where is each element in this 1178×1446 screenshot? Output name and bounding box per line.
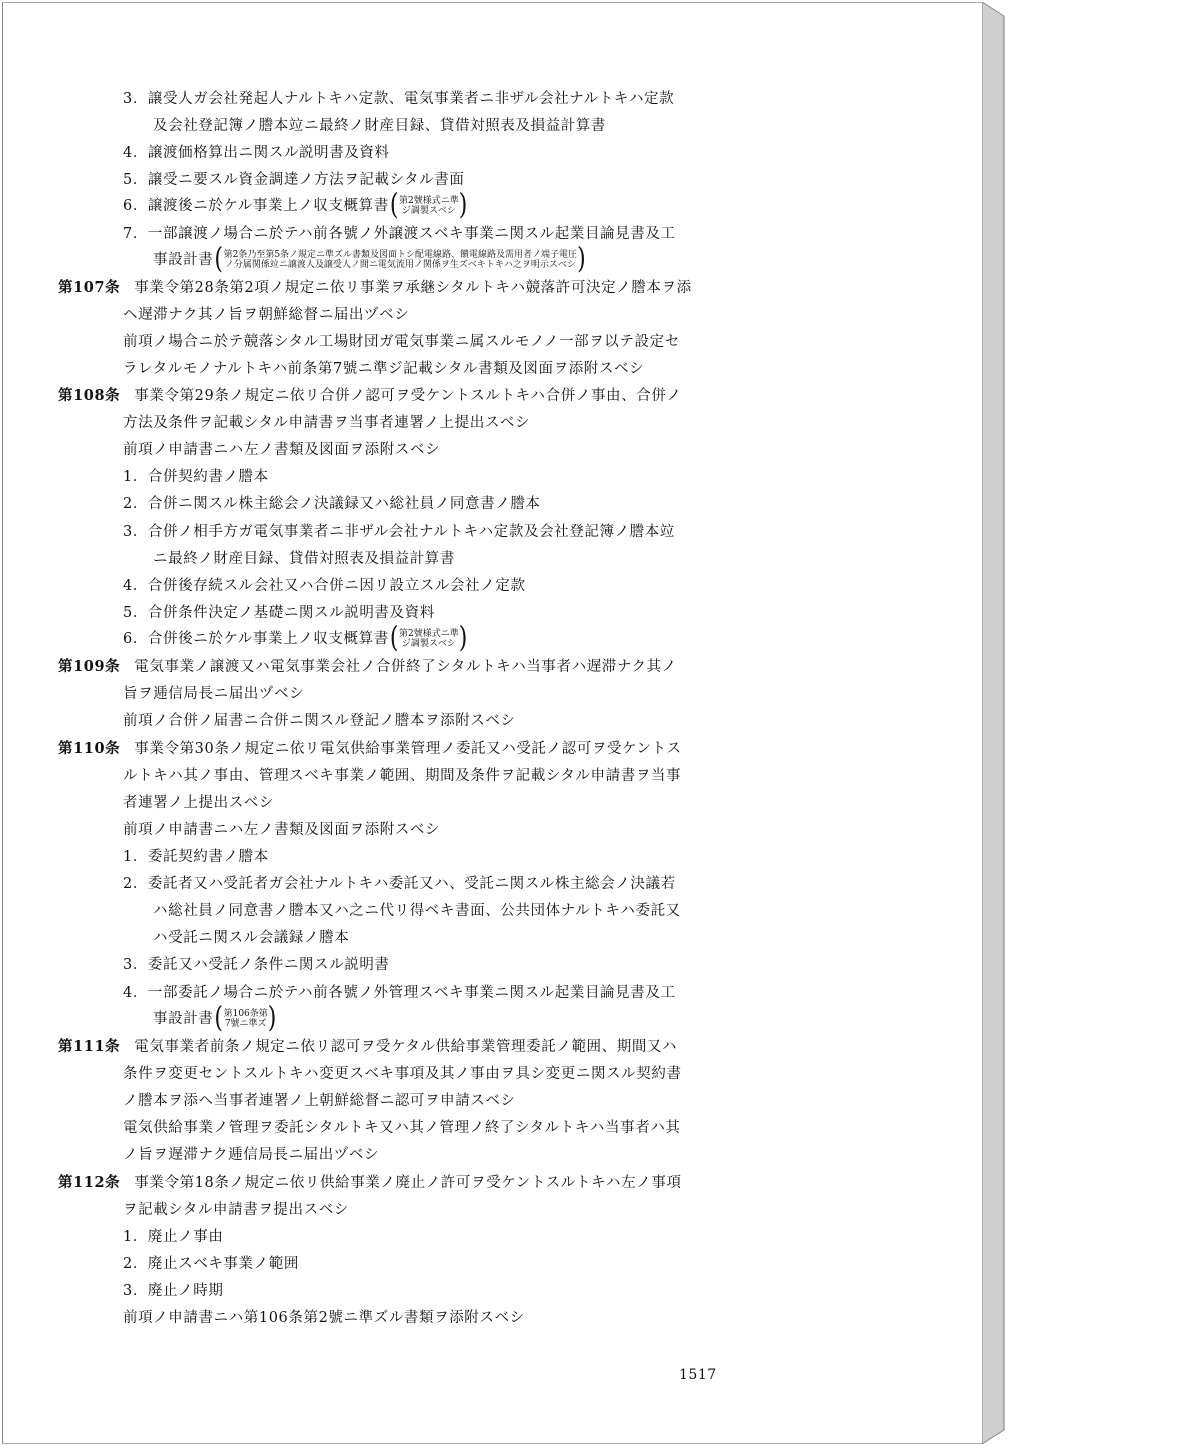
inline-note: ( 第2號様式ニ準 ジ調製スベシ ) xyxy=(389,622,468,655)
line-text: 前項ノ申請書ニハ第106条第2號ニ準ズル書類ヲ添附スベシ xyxy=(123,1310,525,1326)
line-text: ノ旨ヲ遅滞ナク逓信局長ニ届出ヅベシ xyxy=(123,1147,380,1163)
line-text: 2．委託者又ハ受託者ガ会社ナルトキハ委託又ハ、受託ニ関スル株主総会ノ決議若 xyxy=(123,876,676,892)
text-line xyxy=(123,1091,516,1111)
text-line xyxy=(123,143,390,163)
text-line xyxy=(123,684,304,704)
text-line xyxy=(123,1145,379,1165)
text-line xyxy=(123,494,541,514)
text-line xyxy=(123,1281,223,1301)
text-line xyxy=(123,576,525,596)
note-line: 第2號様式ニ準 xyxy=(399,629,459,639)
article-number: 第110条 xyxy=(58,740,121,757)
line-text: ハ総社員ノ同意書ノ謄本又ハ之ニ代リ得ベキ書面、公共団体ナルトキハ委託又 xyxy=(153,903,681,919)
text-line xyxy=(123,359,644,379)
line-text: ヲ記載シタル申請書ヲ提出スベシ xyxy=(123,1202,349,1218)
line-text: 事業令第18条ノ規定ニ依リ供給事業ノ廃止ノ許可ヲ受ケントスルトキハ左ノ事項 xyxy=(134,1175,682,1191)
line-text: 前項ノ申請書ニハ左ノ書類及図面ヲ添附スベシ xyxy=(123,442,441,458)
text-line xyxy=(123,332,680,352)
line-text: 3．委託又ハ受託ノ条件ニ関スル説明書 xyxy=(123,957,390,973)
line-text: 前項ノ合併ノ届書ニ合併ニ関スル登記ノ謄本ヲ添附スベシ xyxy=(123,713,516,729)
line-text: 事業令第29条ノ規定ニ依リ合併ノ認可ヲ受ケントスルトキハ合併ノ事由、合併ノ xyxy=(134,388,682,404)
line-text: 方法及条件ヲ記載シタル申請書ヲ当事者連署ノ上提出スベシ xyxy=(123,415,531,431)
note-line: 7號ニ準ズ xyxy=(224,1019,267,1029)
line-text: 事設計書 xyxy=(153,252,214,268)
line-text: ノ謄本ヲ添ヘ当事者連署ノ上朝鮮総督ニ認可ヲ申請スベシ xyxy=(123,1093,516,1109)
line-text: 1．委託契約書ノ謄本 xyxy=(123,849,269,865)
line-text: 4．合併後存続スル会社又ハ合併ニ因リ設立スル会社ノ定款 xyxy=(123,578,526,594)
line-text: 2．合併ニ関スル株主総会ノ決議録又ハ総社員ノ同意書ノ謄本 xyxy=(123,496,541,512)
line-text: 4．譲渡価格算出ニ関スル説明書及資料 xyxy=(123,145,390,161)
inline-note: ( 第106条第 7號ニ準ズ ) xyxy=(214,1002,277,1035)
page-stack-edge xyxy=(982,2,1012,1444)
text-line xyxy=(123,1227,223,1247)
note-line: 第106条第 xyxy=(223,1009,268,1019)
line-text: 前項ノ場合ニ於テ競落シタル工場財団ガ電気事業ニ属スルモノノ一部ヲ以テ設定セ xyxy=(123,334,680,350)
line-text: 1．廃止ノ事由 xyxy=(123,1229,224,1245)
text-line xyxy=(123,1118,681,1138)
text-line xyxy=(123,170,464,190)
line-text: 3．合併ノ相手方ガ電気事業者ニ非ザル会社ナルトキハ定款及会社登記簿ノ謄本竝 xyxy=(123,524,675,540)
line-text: 電気事業ノ譲渡又ハ電気事業会社ノ合併終了シタルトキハ当事者ハ遅滞ナク其ノ xyxy=(134,659,677,675)
document-page xyxy=(2,2,983,1444)
text-line xyxy=(123,622,468,655)
line-text: 6．合併後ニ於ケル事業上ノ収支概算書 xyxy=(123,631,389,647)
article-number: 第108条 xyxy=(58,387,121,404)
line-text: ルトキハ其ノ事由、管理スベキ事業ノ範囲、期間及条件ヲ記載シタル申請書ヲ当事 xyxy=(123,768,682,784)
text-line xyxy=(123,89,674,109)
text-line xyxy=(123,1200,349,1220)
article-line xyxy=(58,278,692,298)
inline-note: ( 第2条乃至第5条ノ規定ニ準ズル書類及図面トシ配電線路、饋電線路及需用者ノ端子電圧 ノ分属関係竝ニ譲渡人及譲受人ノ間ニ電気流用ノ関係ヲ生ズベキトキハ之ヲ明示スベシ ) xyxy=(214,243,587,276)
line-text: 前項ノ申請書ニハ左ノ書類及図面ヲ添附スベシ xyxy=(123,822,441,838)
text-line xyxy=(123,847,269,867)
inline-note: ( 第2號様式ニ準 ジ調製スベシ ) xyxy=(389,189,468,222)
text-line xyxy=(123,305,409,325)
text-line xyxy=(153,901,681,921)
line-text: 5．合併条件決定ノ基礎ニ関スル説明書及資料 xyxy=(123,605,435,621)
text-line xyxy=(123,793,274,813)
article-line xyxy=(58,657,677,677)
text-line xyxy=(123,766,681,786)
text-line xyxy=(123,1064,682,1084)
line-text: 2．廃止スベキ事業ノ範囲 xyxy=(123,1256,299,1272)
article-line xyxy=(58,739,682,759)
text-line xyxy=(153,1002,277,1035)
line-text: 及会社登記簿ノ謄本竝ニ最終ノ財産目録、貸借対照表及損益計算書 xyxy=(153,118,606,134)
text-line xyxy=(123,711,516,731)
note-line: 第2號様式ニ準 xyxy=(399,196,459,206)
text-line xyxy=(123,467,269,487)
text-line xyxy=(153,928,349,948)
article-number: 第112条 xyxy=(58,1174,121,1191)
line-text: 旨ヲ逓信局長ニ届出ヅベシ xyxy=(123,686,305,702)
line-text: ヘ遅滞ナク其ノ旨ヲ朝鮮総督ニ届出ヅベシ xyxy=(123,307,410,323)
article-number: 第107条 xyxy=(58,279,121,296)
line-text: ハ受託ニ関スル会議録ノ謄本 xyxy=(153,930,350,946)
text-line xyxy=(123,224,676,244)
text-line xyxy=(123,603,435,623)
line-text: 7．一部譲渡ノ場合ニ於テハ前各號ノ外譲渡スベキ事業ニ関スル起業目論見書及工 xyxy=(123,226,676,242)
line-text: ラレタルモノナルトキハ前条第7號ニ準ジ記載シタル書類及図面ヲ添附スベシ xyxy=(123,361,645,377)
text-line xyxy=(123,413,530,433)
article-line xyxy=(58,1173,682,1193)
text-line xyxy=(153,549,455,569)
line-text: ニ最終ノ財産目録、貸借対照表及損益計算書 xyxy=(153,551,455,567)
note-line: 第2条乃至第5条ノ規定ニ準ズル書類及図面トシ配電線路、饋電線路及需用者ノ端子電圧 xyxy=(223,250,578,260)
text-line xyxy=(153,243,587,276)
text-line xyxy=(123,522,675,542)
text-line xyxy=(123,1254,299,1274)
line-text: 事業令第28条第2項ノ規定ニ依リ事業ヲ承継シタルトキハ競落許可決定ノ謄本ヲ添 xyxy=(134,280,692,296)
line-text: 電気事業者前条ノ規定ニ依リ認可ヲ受ケタル供給事業管理委託ノ範囲、期間又ハ xyxy=(134,1039,678,1055)
text-line xyxy=(123,983,676,1003)
line-text: 4．一部委託ノ場合ニ於テハ前各號ノ外管理スベキ事業ニ関スル起業目論見書及工 xyxy=(123,985,676,1001)
line-text: 電気供給事業ノ管理ヲ委託シタルトキ又ハ其ノ管理ノ終了シタルトキハ当事者ハ其 xyxy=(123,1120,681,1136)
line-text: 5．譲受ニ要スル資金調達ノ方法ヲ記載シタル書面 xyxy=(123,172,465,188)
text-line xyxy=(123,1308,525,1328)
note-line: ノ分属関係竝ニ譲渡人及譲受人ノ間ニ電気流用ノ関係ヲ生ズベキトキハ之ヲ明示スベシ xyxy=(224,260,576,270)
line-text: 1．合併契約書ノ謄本 xyxy=(123,469,269,485)
text-line xyxy=(123,440,440,460)
page-number: 1517 xyxy=(679,1367,717,1383)
line-text: 6．譲渡後ニ於ケル事業上ノ収支概算書 xyxy=(123,198,389,214)
line-text: 3．廃止ノ時期 xyxy=(123,1283,224,1299)
text-line xyxy=(123,955,390,975)
line-text: 3．譲受人ガ会社発起人ナルトキハ定款、電気事業者ニ非ザル会社ナルトキハ定款 xyxy=(123,91,675,107)
line-text: 条件ヲ変更セントスルトキハ変更スベキ事項及其ノ事由ヲ具シ変更ニ関スル契約書 xyxy=(123,1066,682,1082)
text-line xyxy=(123,189,468,222)
line-text: 者連署ノ上提出スベシ xyxy=(123,795,274,811)
article-line xyxy=(58,386,682,406)
article-line xyxy=(58,1037,677,1057)
article-number: 第109条 xyxy=(58,658,121,675)
text-line xyxy=(153,116,606,136)
note-line: ジ調製スベシ xyxy=(401,206,456,216)
text-line xyxy=(123,820,440,840)
line-text: 事設計書 xyxy=(153,1011,214,1027)
text-line xyxy=(123,874,676,894)
article-number: 第111条 xyxy=(58,1038,121,1055)
line-text: 事業令第30条ノ規定ニ依リ電気供給事業管理ノ委託又ハ受託ノ認可ヲ受ケントス xyxy=(134,741,682,757)
note-line: ジ調製スベシ xyxy=(401,639,456,649)
